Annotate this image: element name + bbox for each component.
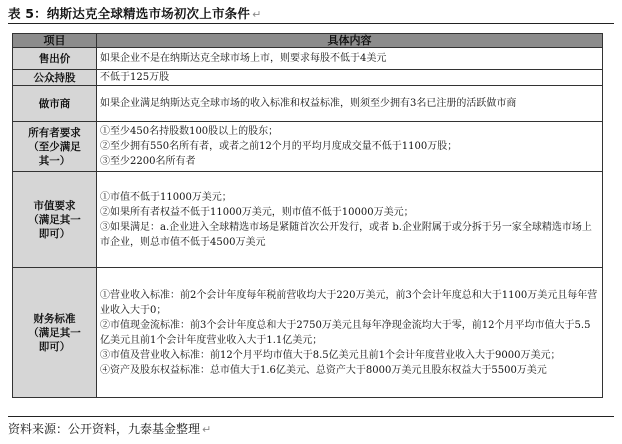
item-label-sub: （满足其一 bbox=[28, 213, 81, 226]
content-line: ③至少2200名所有者 bbox=[100, 156, 196, 167]
content-line: 如果企业不是在纳斯达克全球市场上市，则要求每股不低于4美元 bbox=[100, 53, 387, 64]
content-line: ①营业收入标准：前2个会计年度每年税前营收均大于220万美元，前3个会计年度总和大于1100万美元且每年营业收入大于0； bbox=[100, 289, 598, 316]
item-label-sub: （满足其一 bbox=[28, 326, 81, 339]
item-label-sub: 其一） bbox=[38, 154, 71, 167]
table-row bbox=[13, 48, 603, 70]
row-content-market-cap bbox=[97, 172, 603, 268]
table-row bbox=[13, 86, 603, 122]
header-item: 项目 bbox=[13, 34, 97, 48]
item-label-sub: （至少满足 bbox=[28, 140, 81, 153]
content-line: 不低于125万股 bbox=[100, 72, 170, 83]
content-line: ①至少450名持股数100股以上的股东； bbox=[100, 126, 279, 137]
source-text: 资料来源：公开资料，九泰基金整理 bbox=[8, 422, 201, 436]
row-item-market-maker bbox=[13, 86, 97, 122]
item-label: 售出价 bbox=[38, 52, 71, 65]
listing-conditions-table bbox=[12, 33, 603, 398]
row-item-holders bbox=[13, 122, 97, 172]
table-row bbox=[13, 122, 603, 172]
content-line: ④资产及股东权益标准：总市值大于1.6亿美元、总资产大于8000万美元且股东权益大于5500万美元 bbox=[100, 364, 547, 376]
item-label: 财务标准 bbox=[33, 312, 76, 325]
item-label-sub: 即可） bbox=[38, 227, 71, 240]
table-header-row bbox=[13, 34, 603, 48]
table-caption bbox=[8, 4, 614, 24]
item-label: 公众持股 bbox=[33, 71, 76, 84]
table-row bbox=[13, 268, 603, 398]
row-item-market-cap bbox=[13, 172, 97, 268]
content-line: ②至少拥有550名所有者，或者之前12个月的平均月度成交量不低于1100万股； bbox=[100, 141, 458, 152]
content-line: 如果企业满足纳斯达克全球市场的收入标准和权益标准，则须至少拥有3名已注册的活跃做市商 bbox=[100, 98, 517, 109]
caption-text: 表 5：纳斯达克全球精选市场初次上市条件 bbox=[8, 6, 251, 21]
paragraph-mark-icon: ↵ bbox=[202, 423, 212, 436]
header-content: 具体内容 bbox=[97, 34, 603, 48]
row-content-public-float bbox=[97, 70, 603, 86]
content-line: ③如果满足：a.企业进入全球精选市场是紧随首次公开发行，或者 b.企业附属于或分拆于另一家全球精选市场上市企业，则总市值不低于4500万美元 bbox=[100, 221, 592, 248]
row-content-financial bbox=[97, 268, 603, 398]
paragraph-mark-icon: ↵ bbox=[252, 8, 262, 21]
content-line: ②如果所有者权益不低于11000万美元，则市值不低于10000万美元； bbox=[100, 206, 414, 218]
content-line: ①市值不低于11000万美元； bbox=[100, 191, 232, 203]
row-content-market-maker bbox=[97, 86, 603, 122]
row-item-price bbox=[13, 48, 97, 70]
row-item-financial bbox=[13, 268, 97, 398]
source-note bbox=[8, 416, 614, 438]
content-line: ②市值现金流标准：前3个会计年度总和大于2750万美元且每年净现金流均大于零，前12个月平均市值大于5.5亿美元且前1个会计年度营业收入大于1.1亿美元； bbox=[100, 319, 591, 346]
row-item-public-float bbox=[13, 70, 97, 86]
table-row bbox=[13, 172, 603, 268]
item-label: 做市商 bbox=[38, 97, 71, 110]
item-label-sub: 即可） bbox=[38, 340, 71, 353]
item-label: 市值要求 bbox=[33, 199, 76, 212]
content-line: ③市值及营业收入标准：前12个月平均市值大于8.5亿美元且前1个会计年度营业收入大于9000万美元； bbox=[100, 349, 561, 361]
table-row bbox=[13, 70, 603, 86]
row-content-holders bbox=[97, 122, 603, 172]
row-content-price bbox=[97, 48, 603, 70]
item-label: 所有者要求 bbox=[28, 126, 81, 139]
